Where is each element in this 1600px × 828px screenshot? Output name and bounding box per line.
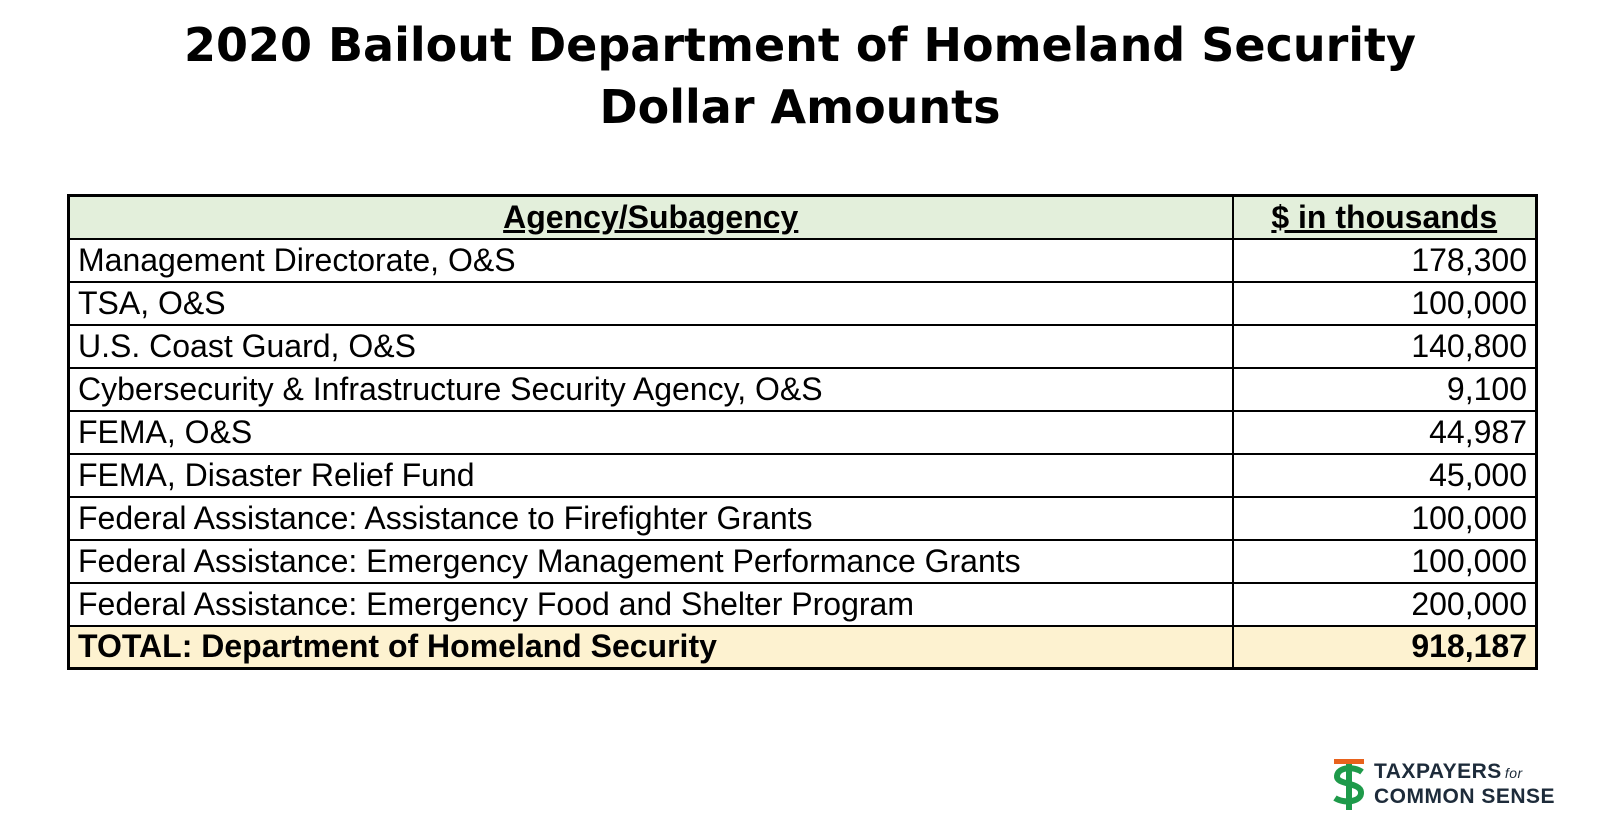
- amount-cell: 44,987: [1233, 411, 1537, 454]
- amount-cell: 100,000: [1233, 282, 1537, 325]
- agency-cell: FEMA, O&S: [69, 411, 1233, 454]
- table-row: [69, 540, 1537, 583]
- logo-line-1: TAXPAYERS: [1374, 760, 1502, 783]
- header-amount: $ in thousands: [1233, 196, 1537, 239]
- agency-cell: Management Directorate, O&S: [69, 239, 1233, 282]
- funding-table: [67, 194, 1538, 670]
- title-line-2: Dollar Amounts: [599, 80, 1001, 134]
- agency-cell: TSA, O&S: [69, 282, 1233, 325]
- table-header-row: [69, 196, 1537, 239]
- amount-cell: 100,000: [1233, 540, 1537, 583]
- total-label: TOTAL: Department of Homeland Security: [69, 626, 1233, 669]
- amount-cell: 45,000: [1233, 454, 1537, 497]
- logo-text: [1374, 760, 1555, 809]
- agency-cell: Federal Assistance: Emergency Management Performance Grants: [69, 540, 1233, 583]
- amount-cell: 100,000: [1233, 497, 1537, 540]
- agency-cell: Federal Assistance: Emergency Food and Shelter Program: [69, 583, 1233, 626]
- table-row: [69, 454, 1537, 497]
- chart-title: [0, 14, 1600, 138]
- table-row: [69, 368, 1537, 411]
- total-row: [69, 626, 1537, 669]
- table-row: [69, 583, 1537, 626]
- amount-cell: 140,800: [1233, 325, 1537, 368]
- header-agency: Agency/Subagency: [69, 196, 1233, 239]
- logo-line-2: COMMON SENSE: [1374, 785, 1556, 808]
- taxpayers-logo: [1332, 758, 1572, 812]
- amount-cell: 178,300: [1233, 239, 1537, 282]
- agency-cell: Federal Assistance: Assistance to Firefighter Grants: [69, 497, 1233, 540]
- agency-cell: U.S. Coast Guard, O&S: [69, 325, 1233, 368]
- amount-cell: 200,000: [1233, 583, 1537, 626]
- logo-for: for: [1504, 765, 1523, 781]
- table-row: [69, 497, 1537, 540]
- table-row: [69, 282, 1537, 325]
- table-row: [69, 411, 1537, 454]
- table-row: [69, 239, 1537, 282]
- table-row: [69, 325, 1537, 368]
- agency-cell: Cybersecurity & Infrastructure Security Agency, O&S: [69, 368, 1233, 411]
- agency-cell: FEMA, Disaster Relief Fund: [69, 454, 1233, 497]
- total-amount: 918,187: [1233, 626, 1537, 669]
- amount-cell: 9,100: [1233, 368, 1537, 411]
- title-line-1: 2020 Bailout Department of Homeland Security: [183, 18, 1417, 72]
- ts-logo-icon: [1332, 758, 1366, 810]
